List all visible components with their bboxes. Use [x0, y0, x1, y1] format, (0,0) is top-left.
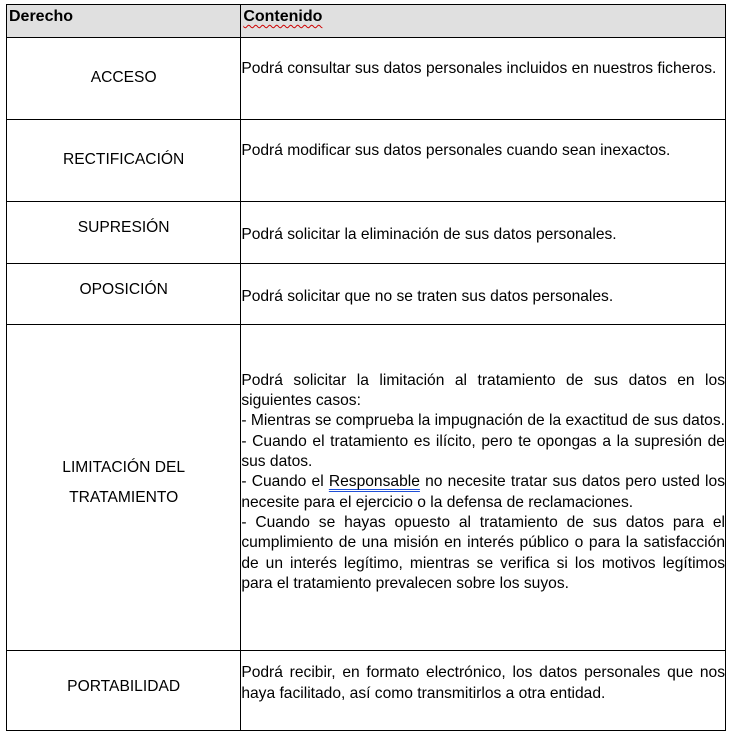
limitacion-caso-4: - Cuando se hayas opuesto al tratamiento de sus datos para el cumplimiento de una misión en interés público o para la satisfacción de un interés legítimo, mientras se verifica si los motivos legítimos para el tratamiento prevalecen sobre los suyos.: [241, 513, 725, 592]
table-row: [7, 325, 726, 651]
right-name-portabilidad: PORTABILIDAD: [7, 651, 241, 731]
table-row: [7, 38, 726, 120]
right-name-supresion: SUPRESIÓN: [7, 202, 241, 264]
table-row: [7, 120, 726, 202]
right-name-acceso: ACCESO: [7, 38, 241, 120]
right-desc-supresion: Podrá solicitar la eliminación de sus datos personales.: [241, 202, 726, 264]
table-header-row: [7, 5, 726, 38]
right-name-limitacion-line1: LIMITACIÓN DEL: [62, 458, 186, 476]
table-row: [7, 264, 726, 325]
right-desc-oposicion: Podrá solicitar que no se traten sus datos personales.: [241, 264, 726, 325]
limitacion-caso-2: - Cuando el tratamiento es ilícito, pero te opongas a la supresión de sus datos.: [241, 432, 725, 471]
right-name-limitacion-line2: TRATAMIENTO: [69, 488, 179, 506]
right-desc-portabilidad: Podrá recibir, en formato electrónico, los datos personales que nos haya facilitado, así como transmitirlos a otra entidad.: [241, 651, 726, 731]
right-name-oposicion: OPOSICIÓN: [7, 264, 241, 325]
right-name-limitacion: [7, 325, 241, 651]
right-desc-limitacion: [241, 325, 726, 651]
rights-table: [6, 4, 726, 731]
header-derecho: Derecho: [7, 5, 241, 38]
right-name-rectificacion: RECTIFICACIÓN: [7, 120, 241, 202]
responsable-term: Responsable: [328, 473, 420, 491]
header-contenido-label: Contenido: [243, 8, 323, 25]
table-row: [7, 202, 726, 264]
limitacion-caso-1: - Mientras se comprueba la impugnación de la exactitud de sus datos.: [241, 412, 725, 430]
limitacion-caso-3-before: - Cuando el: [241, 473, 329, 491]
header-contenido: [241, 5, 726, 38]
right-desc-acceso: Podrá consultar sus datos personales incluidos en nuestros ficheros.: [241, 38, 726, 120]
table-row: [7, 651, 726, 731]
limitacion-intro: Podrá solicitar la limitación al tratamiento de sus datos en los siguientes casos:: [241, 371, 725, 410]
limitacion-caso-3-after: no necesite tratar sus datos pero usted los necesite para el ejercicio o la defensa de reclamaciones.: [241, 473, 725, 511]
right-desc-rectificacion: Podrá modificar sus datos personales cuando sean inexactos.: [241, 120, 726, 202]
limitacion-caso-3: [241, 472, 725, 513]
